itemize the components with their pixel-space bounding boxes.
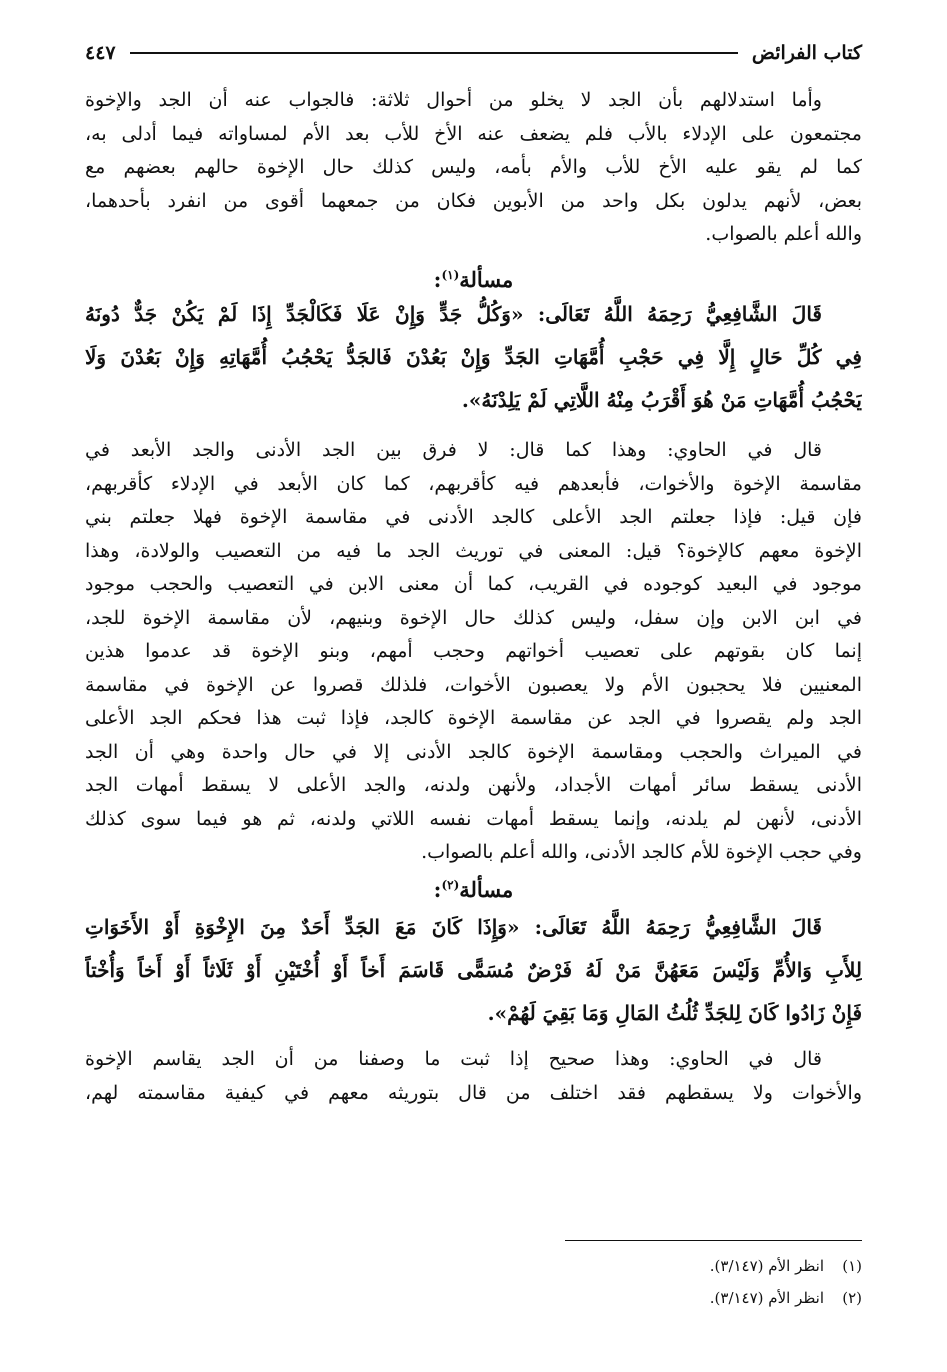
- text-line: في الميراث والحجب ومقاسمة الإخوة كالجد الأدنى إلا في حال واحدة وهي أن الجد: [85, 740, 862, 763]
- heading-colon: :: [433, 877, 442, 902]
- footnote-number: (٢): [842, 1289, 862, 1307]
- footnote-separator: [565, 1240, 862, 1241]
- heading-text: مسألة: [459, 877, 514, 902]
- footnotes: [565, 1250, 862, 1314]
- text-line: مقاسمة الإخوة والأخوات، فأبعدهم فيه كأقربهم، كما كان الأبعد في الإدلاء كأقربهم،: [85, 472, 862, 495]
- text-line: المعنيين فلا يحجبون الأم ولا يعصبون الأخوات، فلذلك قصروا عن الإخوة في مقاسمة: [85, 673, 862, 696]
- text-line: في ابن الابن وإن سفل، وليس كذلك حال الإخوة وبنيهم، لأن مقاسمة الإخوة للجد،: [85, 606, 862, 629]
- text-line: قال في الحاوي: وهذا صحيح إذا ثبت ما وصفنا من أن الجد يقاسم الإخوة: [85, 1048, 822, 1070]
- paragraph-2: [85, 434, 862, 870]
- paragraph-1: [85, 84, 862, 252]
- text-line: إنما كان بقوتهم على تعصيب أخواتهم وحجب أمهم، وبنو الإخوة قد عدموا هذين: [85, 640, 862, 662]
- text-line: موجود في البعيد كوجوده في القريب، كما أن معنى الابن في التعصيب والحجب موجود: [85, 573, 862, 595]
- text-line: والله أعلم بالصواب.: [705, 223, 862, 245]
- quote-line: يَحْجُبُ أُمَّهَاتِ مَنْ هُوَ أَقْرَبُ مِنْهُ اللَّاتِي لَمْ يَلِدْنَهُ».: [461, 388, 862, 412]
- paragraph-3: [85, 1043, 862, 1110]
- quote-line: قَالَ الشَّافِعِيُّ رَحِمَهُ اللَّهُ تَعَالَى: «وَإِذَا كَانَ مَعَ الجَدِّ أَحَدٌ مِنَ الإِخْوَةِ أَوْ الأَخَوَاتِ: [85, 915, 822, 939]
- text-line: والأخوات ولا يسقطهم فقد اختلف من قال بتوريثه معهم في كيفية مقاسمته لهم،: [85, 1081, 862, 1104]
- footnote-2: [565, 1282, 862, 1314]
- text-line: وأما استدلالهم بأن الجد لا يخلو من أحوال ثلاثة: فالجواب عنه أن الجد والإخوة: [85, 89, 822, 111]
- footnote-number: (١): [842, 1257, 862, 1275]
- text-line: فإن قيل: فإذا جعلتم الجد الأعلى كالجد الأدنى في مقاسمة الإخوة فهلا جعلتم بني: [85, 506, 862, 528]
- heading-text: مسألة: [459, 267, 514, 292]
- text-line: الجد ولم يقصروا في الجد عن مقاسمة الإخوة كالجد، فإذا ثبت هذا فحكم الجد الأعلى: [85, 707, 862, 729]
- quote-line: فَإِنْ زَادُوا كَانَ لِلجَدِّ ثُلُثُ المَالِ وَمَا بَقِيَ لَهُمْ».: [487, 1001, 862, 1025]
- text-line: بعض، لأنهم يدلون بكل واحد من الأبوين فكان من جمعهما أقوى من انفرد بأحدهما،: [85, 189, 862, 212]
- text-line: قال في الحاوي: وهذا كما قال: لا فرق بين الجد الأدنى والجد الأبعد في: [85, 439, 822, 461]
- footnote-ref: (١): [441, 268, 460, 282]
- running-header: [85, 36, 862, 70]
- book-title: كتاب الفرائض: [751, 42, 862, 64]
- text-line: وفي حجب الإخوة للأم كالجد الأدنى، والله أعلم بالصواب.: [421, 841, 862, 863]
- footnote-text: انظر الأم (٣/١٤٧).: [709, 1289, 824, 1307]
- footnote-1: [565, 1250, 862, 1282]
- heading-colon: :: [433, 267, 442, 292]
- text-line: الأدنى يسقط سائر أمهات الأجداد، ولأنهن ولدنه، والجد الأعلى لا يسقط أمهات الجد: [85, 774, 862, 796]
- text-line: كما لم يقو عليه الأخ للأب والأم بأمه، وليس كذلك حال الإخوة حالهم بعضهم مع: [85, 156, 862, 178]
- text-line: الأدنى، لأنهن لم يلدنه، وإنما يسقط أمهات نفسه اللاتي ولدنه، ثم هو فيما سوى كذلك: [85, 807, 862, 830]
- header-rule: [130, 52, 738, 54]
- footnote-ref: (٢): [441, 878, 460, 892]
- footnote-text: انظر الأم (٣/١٤٧).: [709, 1257, 824, 1275]
- shafii-quote-1: [85, 293, 862, 422]
- quote-line: قَالَ الشَّافِعِيُّ رَحِمَهُ اللَّهُ تَعَالَى: «وَكُلُّ جَدٍّ وَإِنْ عَلَا فَكَالْجَدِّ إِذَا لَمْ يَكُنْ جَدٌّ دُونَهُ: [85, 302, 822, 326]
- masala-heading-1: [85, 258, 862, 292]
- shafii-quote-2: [85, 906, 862, 1035]
- text-line: الإخوة معهم كالإخوة؟ قيل: المعنى في توريث الجد ما فيه من التعصيب والولادة، وهذا: [85, 539, 862, 562]
- quote-line: فِي كُلِّ حَالٍ إِلَّا فِي حَجْبِ أُمَّهَاتِ الجَدِّ وَإِنْ بَعُدْنَ فَالجَدُّ يَحْجُبُ أُمَّهَاتِهِ وَإِنْ بَعُدْنَ وَلَا: [85, 345, 862, 369]
- text-line: مجتمعون على الإدلاء بالأب فلم يضعف عنه الأخ للأب بعد الأم لمساواته فيما أدلى به،: [85, 122, 862, 145]
- masala-heading-2: [85, 868, 862, 902]
- quote-line: لِلأَبِ وَالأُمِّ وَلَيْسَ مَعَهُنَّ مَنْ لَهُ فَرْضٌ مُسَمًّى قَاسَمَ أَخاً أَوْ أُخْتَيْنِ أَوْ ثَلَاثاً أَوْ أَخاً وَأُخْتاً: [85, 958, 862, 982]
- page-number: ٤٤٧: [85, 42, 116, 64]
